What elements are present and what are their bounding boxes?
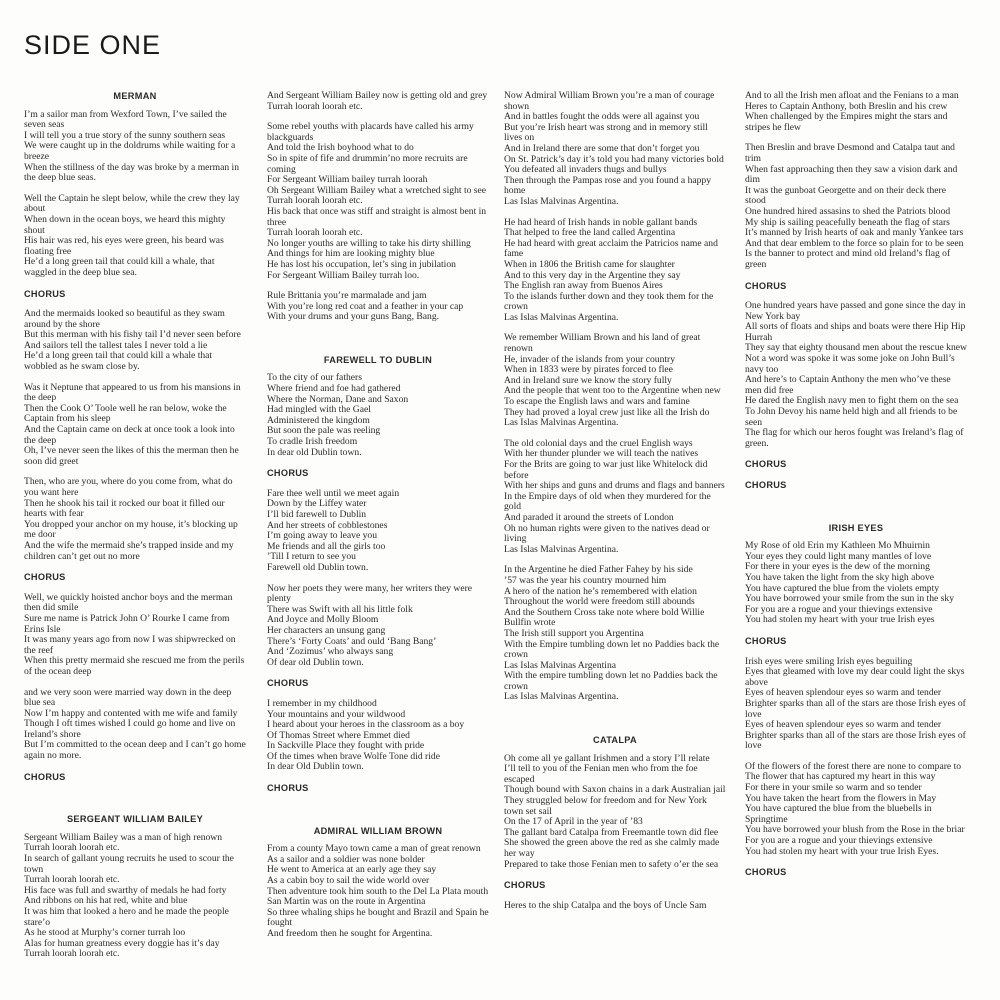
lyric-line: Though bound with Saxon chains in a dark Australian jail (504, 784, 726, 796)
lyric-line: When in 1806 the British came for slaughter (504, 258, 675, 270)
song-title: CATALPA (593, 735, 637, 746)
page-title: SIDE ONE (24, 30, 162, 60)
lyric-line: Down by the Liffey water (267, 498, 367, 510)
lyric-line: His back that once was stiff and straight is almost bent in three (267, 205, 487, 228)
lyric-line: You dropped your anchor on my house, it’s blocking up me door (24, 518, 238, 541)
verse (267, 91, 489, 112)
lyric-line: The English ran away from Buenos Aires (504, 280, 663, 292)
lyric-line: All sorts of floats and ships and boats were there Hip Hip Hurrah (745, 321, 966, 343)
song-title: IRISH EYES (828, 522, 884, 533)
lyric-line: And Sergeant William Bailey now is getting old and grey (267, 90, 488, 101)
verse (24, 688, 246, 762)
lyric-line: ’57 was the year his country mourned him (504, 574, 667, 586)
lyric-line: Well, we quickly hoisted anchor boys and the merman then did smile (24, 591, 233, 614)
verse (745, 91, 967, 133)
song-irish-eyes (745, 523, 967, 878)
column-4 (745, 91, 967, 888)
lyric-line: Then through the Pampas rose and you found a happy home (504, 174, 712, 197)
lyric-line: There’s ‘Forty Coats’ and ould ‘Bang Bang’ (267, 635, 437, 647)
lyric-line: But you’re Irish heart was strong and in memory still lives on (504, 121, 708, 144)
chorus-label: CHORUS (745, 459, 787, 470)
lyric-line: Heres to Captain Anthony, both Breslin and his crew (745, 100, 948, 112)
lyric-line: You have captured the blue from the violets empty (745, 582, 940, 594)
lyric-line: I’m a sailor man from Wexford Town, I’ve sailed the seven seas (24, 108, 227, 131)
verse (504, 439, 726, 556)
song-continuation (504, 91, 726, 703)
lyric-line: Sergeant William Bailey was a man of high renown (24, 831, 223, 843)
verse (745, 301, 967, 449)
lyric-line: Brighter sparks than all of the stars are those Irish eyes of love (745, 729, 966, 752)
verse (24, 110, 246, 184)
lyric-line: And freedom then he sought for Argentina. (267, 928, 433, 939)
lyric-line: So in spite of fife and drummin’no more recruits are coming (267, 152, 468, 175)
lyric-line: When the stillness of the day was broke by a merman in the deep blue seas. (24, 161, 240, 184)
lyric-line: When challenged by the Empires might the stars and stripes he flew (745, 111, 948, 133)
verse (504, 901, 726, 912)
lyric-line: My Rose of old Erin my Kathleen Mo Mhuirnin (745, 540, 930, 552)
lyric-line: And paraded it around the streets of London (504, 511, 674, 523)
lyric-line: From a county Mayo town came a man of great renown (267, 843, 481, 855)
lyric-line: It was the gunboat Georgette and on their deck there stood (745, 184, 946, 207)
lyric-line: Heres to the ship Catalpa and the boys of Uncle Sam (504, 899, 707, 911)
lyric-line: As he stood at Murphy’s corner turrah loo (24, 927, 186, 939)
verse (267, 489, 489, 574)
lyric-line: And her streets of cobblestones (267, 519, 388, 531)
lyric-line: And ‘Zozimus’ who always sang (267, 646, 394, 658)
lyric-line: To cradle Irish freedom (267, 436, 358, 448)
lyric-line: You have taken the light from the sky high above (745, 571, 935, 583)
lyric-line: For you are a rogue and your thievings extensive (745, 835, 933, 847)
song-sergeant-william-bailey (24, 814, 246, 960)
lyric-line: We were caught up in the doldrums while waiting for a breeze (24, 140, 236, 162)
lyric-line: The old colonial days and the cruel English ways (504, 437, 693, 449)
lyric-line: You had stolen my heart with your true Irish eyes (745, 614, 935, 626)
chorus-label: CHORUS (24, 771, 66, 782)
verse (504, 333, 726, 428)
lyric-line: Eyes of heaven splendour eyes so warm and tender (745, 719, 942, 731)
lyric-line: He had heard with great acclaim the Patricios name and fame (504, 237, 718, 260)
lyric-line: Then he shook his tail it rocked our boat it filled our hearts with fear (24, 497, 225, 520)
lyric-line: And ribbons on his hat red, white and blue (24, 895, 188, 907)
lyric-line: Las Islas Malvinas Argentina. (504, 417, 619, 429)
chorus-label: CHORUS (745, 280, 787, 291)
lyric-line: It was many years ago from now I was shipwrecked on the reef (24, 634, 236, 656)
lyric-line: Then the Cook O’ Toole well he ran below, woke the Captain from his sleep (24, 402, 227, 425)
lyric-line: Throughout the world were freedom still abounds (504, 596, 695, 608)
chorus-label: CHORUS (745, 480, 787, 490)
lyric-line: Farewell old Dublin town. (267, 561, 369, 573)
song-catalpa (504, 735, 726, 911)
lyric-line: Her characters an unsung gang (267, 624, 386, 636)
lyric-line: Though I oft times wished I could go home and live on Ireland’s shore (24, 718, 236, 740)
lyric-line: They say that eighty thousand men about the rescue knew (745, 342, 967, 354)
lyric-line: To escape the English laws and wars and famine (504, 396, 690, 408)
lyric-line: That helped to free the land called Argentina (504, 227, 676, 239)
lyric-line: Oh, I’ve never seen the likes of this the merman then he soon did greet (24, 445, 239, 467)
lyric-line: And the mermaids looked so beautiful as they swam around by the shore (24, 308, 225, 330)
lyric-line: Las Islas Malvinas Argentina. (504, 195, 619, 207)
lyric-line: Now Admiral William Brown you’re a man of courage shown (504, 90, 715, 112)
lyric-line: Then Breslin and brave Desmond and Catalpa taut and trim (745, 142, 955, 164)
lyric-line: Of the flowers of the forest there are none to compare to (745, 760, 962, 772)
verse (504, 218, 726, 324)
lyric-line: One hundred years have passed and gone since the day in New York bay (745, 300, 966, 322)
lyric-line: Of Thomas Street where Emmet died (267, 729, 410, 741)
lyric-line: As a sailor and a soldier was none bolder (267, 853, 425, 865)
song-title: ADMIRAL WILLIAM BROWN (313, 825, 443, 836)
lyric-line: And told the Irish boyhood what to do (267, 142, 414, 154)
lyric-line: When in 1833 were by pirates forced to flee (504, 364, 673, 376)
lyric-line: He has lost his occupation, let’s sing in jubilation (267, 258, 456, 270)
lyric-line: For you are a rogue and your thievings extensive (745, 603, 933, 615)
lyric-line: With her thunder plunder we will teach the natives (504, 448, 699, 460)
verse (24, 309, 246, 373)
lyric-line: My ship is sailing peacefully beneath the flag of stars (745, 216, 950, 228)
lyric-line: And the Captain came on deck at once took a look into the deep (24, 424, 235, 446)
lyric-line: With you’re long red coat and a feather in your cap (267, 300, 464, 312)
lyric-line: Turrah loorah loorah etc. (24, 842, 120, 854)
lyric-line: For Sergeant William Bailey turrah loo. (267, 269, 420, 281)
lyric-line: But I’m committed to the ocean deep and I can’t go home again no more. (24, 739, 246, 762)
lyric-line: Not a word was spoke it was some joke on John Bull’s navy too (745, 353, 955, 375)
verse (24, 194, 246, 279)
lyric-line: With her ships and guns and drums and flags and banners (504, 480, 725, 492)
lyric-line: Turrah loorah loorah etc. (24, 948, 120, 960)
lyric-line: He’d a long green tail that could kill a whale that wobbled as he swam close by. (24, 350, 213, 373)
lyric-line: And things for him are looking mighty blue (267, 248, 435, 260)
lyric-line: It’s manned by Irish hearts of oak and manly Yankee tars (745, 227, 964, 239)
lyric-line: In dear old Dublin town. (267, 446, 362, 458)
lyric-line: I’ll bid farewell to Dublin (267, 509, 367, 520)
lyric-line: They struggled below for freedom and for New York town set sail (504, 795, 707, 817)
lyric-line: Turrah loorah loorah etc. (267, 227, 363, 239)
lyric-line: In dear Old Dublin town. (267, 761, 364, 773)
lyric-line: We remember William Brown and his land of great renown (504, 332, 701, 355)
chorus-label: CHORUS (267, 678, 309, 689)
lyric-line: And in Ireland there are some that don’t forget you (504, 142, 700, 154)
lyric-line: He’d a long green tail that could kill a whale, that waggled in the deep blue sea. (24, 256, 215, 278)
section-spacer (504, 713, 726, 735)
lyric-line: Oh come all ye gallant Irishmen and a story I’ll relate (504, 752, 710, 764)
lyric-line: His hair was red, his eyes were green, his beard was floating free (24, 235, 224, 257)
section-spacer (24, 792, 246, 814)
lyric-line: With the empire tumbling down let no Paddies back the crown (504, 670, 718, 692)
song-merman (24, 91, 246, 782)
verse (267, 122, 489, 281)
lyric-line: Las Islas Malvinas Argentina. (504, 543, 619, 555)
lyric-line: Of dear old Dublin town. (267, 656, 364, 668)
lyric-line: To the islands further down and they took them for the crown (504, 290, 714, 313)
lyric-line: The flag for which our heros fought was Ireland’s flag of green. (745, 427, 964, 449)
lyric-line: Where the Norman, Dane and Saxon (267, 393, 409, 405)
column-1 (24, 91, 246, 970)
lyric-line: And sailors tell the tallest tales I never told a lie (24, 339, 208, 351)
lyric-line: Your mountains and your wildwood (267, 708, 406, 720)
lyric-line: But this merman with his fishy tail I’d never seen before (24, 329, 241, 341)
verse (745, 541, 967, 626)
lyric-line: He, invader of the islands from your country (504, 353, 676, 365)
lyric-line: And that dear emblem to the force so plain for to be seen (745, 237, 964, 249)
song-title: SERGEANT WILLIAM BAILEY (66, 814, 204, 825)
lyric-line: The Irish still support you Argentina (504, 627, 644, 639)
section-spacer (267, 333, 489, 355)
lyric-line: Turrah loorah loorah etc. (267, 100, 363, 112)
lyric-line: To the city of our fathers (267, 372, 362, 384)
lyric-line: But soon the pale was reeling (267, 425, 381, 437)
lyric-line: Was it Neptune that appeared to us from his mansions in the deep (24, 381, 241, 404)
lyric-line: Well the Captain he slept below, while the crew they lay about (24, 192, 240, 215)
lyric-line: The gallant bard Catalpa from Freemantle town did flee (504, 826, 719, 838)
lyric-line: I’ll tell to you of the Fenian men who from the foe escaped (504, 763, 698, 785)
chorus-label: CHORUS (24, 288, 66, 299)
lyric-line: Oh no human rights were given to the natives dead or living (504, 522, 710, 545)
lyric-line: You had stolen my heart with your true Irish Eyes. (745, 845, 939, 857)
verse (504, 91, 726, 208)
song-title: FAREWELL TO DUBLIN (323, 354, 433, 365)
lyric-line: Turrah loorah loorah etc. (267, 195, 363, 207)
lyric-line: Then, who are you, where do you come from, what do you want here (24, 476, 233, 498)
chorus-label: CHORUS (267, 783, 309, 794)
lyric-line: And to this very day in the Argentine they say (504, 269, 681, 281)
verse (504, 565, 726, 703)
lyric-line: I remember in my childhood (267, 697, 377, 709)
lyric-line: When down in the ocean boys, we heard this mighty shout (24, 213, 226, 236)
lyric-line: To John Devoy his name held high and all friends to be seen (745, 406, 958, 428)
lyric-line: Irish eyes were smiling Irish eyes beguiling (745, 655, 913, 667)
lyric-line: And the wife the mermaid she’s trapped inside and my children can’t get out no more (24, 539, 234, 562)
section-spacer (267, 804, 489, 826)
verse (267, 373, 489, 458)
lyric-line: In Sackville Place they fought with pride (267, 740, 425, 752)
lyric-line: For the Brits are going to war just like Whitelock did before (504, 459, 708, 481)
lyric-line: No longer youths are willing to take his dirty shilling (267, 237, 471, 249)
lyric-line: Eyes that gleamed with love my dear could light the skys above (745, 666, 965, 688)
lyric-line: Fare thee well until we meet again (267, 487, 400, 499)
song-admiral-william-brown (267, 826, 489, 940)
song-farewell-to-dublin (267, 355, 489, 794)
lyric-line: Oh Sergeant William Bailey what a wretched sight to see (267, 184, 487, 196)
verse (745, 762, 967, 857)
lyric-line: Now I’m happy and contented with me wife and family (24, 707, 238, 719)
chorus-label: CHORUS (745, 635, 787, 646)
lyric-line: And the Southern Cross take note where bold Willie Bullfin wrote (504, 606, 705, 629)
lyric-line: He went to America at an early age they say (267, 864, 437, 876)
lyric-line: For there in your smile so warm and so tender (745, 782, 922, 794)
lyric-line: Brighter sparks than all of the stars are those Irish eyes of love (745, 697, 966, 720)
lyric-line: And Joyce and Molly Bloom (267, 614, 379, 626)
chorus-label: CHORUS (267, 468, 309, 479)
lyric-line: As a cabin boy to sail the wide world over (267, 875, 430, 887)
lyric-line: and we very soon were married way down in the deep blue sea (24, 686, 232, 709)
lyric-line: Las Islas Malvinas Argentina (504, 659, 616, 671)
lyric-line: He had heard of Irish hands in noble gallant bands (504, 216, 698, 228)
lyric-line: So three whaling ships he bought and Brazil and Spain he fought (267, 906, 489, 929)
chorus-label: CHORUS (745, 867, 787, 878)
lyric-line: On St. Patrick’s day it’s told you had many victories bold (504, 153, 724, 165)
verse (267, 584, 489, 669)
lyric-line: Alas for human greatness every doggie has it’s day (24, 937, 220, 949)
verse (24, 833, 246, 960)
lyric-line: And the people that went too to the Argentine when new (504, 385, 721, 397)
lyric-line: Then adventure took him south to the Del La Plata mouth (267, 885, 489, 897)
lyric-line: ’Till I return to see you (267, 551, 356, 563)
lyric-line: I will tell you a true story of the sunny southern seas (24, 129, 226, 141)
lyric-line: And to all the Irish men afloat and the Fenians to a man (745, 90, 959, 101)
lyric-line: Now her poets they were many, her writers they were plenty (267, 582, 473, 605)
lyric-line: She showed the green above the red as she calmly made her way (504, 837, 720, 859)
lyric-line: Administered the kingdom (267, 414, 370, 426)
lyric-line: It was him that looked a hero and he made the people stare’o (24, 906, 229, 928)
song-continuation (745, 91, 967, 491)
chorus-label: CHORUS (24, 572, 66, 583)
verse (267, 291, 489, 323)
lyric-line: A hero of the nation he’s remembered with elation (504, 585, 697, 597)
lyric-line: In the Argentine he died Father Fahey by his side (504, 564, 693, 576)
lyric-line: You defeated all invaders thugs and bullys (504, 164, 667, 176)
lyric-line: And here’s to Captain Anthony the men who’ve these men did free (745, 374, 951, 396)
lyric-line: With your drums and your guns Bang, Bang. (267, 311, 440, 323)
lyric-line: Is the banner to protect and mind old Ireland’s flag of green (745, 248, 951, 270)
lyric-line: There was Swift with all his little folk (267, 603, 413, 615)
lyric-line: San Martin was on the route in Argentina (267, 896, 426, 908)
lyric-line: In the Empire days of old when they murdered for the gold (504, 490, 711, 513)
lyric-line: You have borrowed your smile from the sun in the sky (745, 593, 954, 605)
lyric-line: Turrah loorah loorah etc. (24, 874, 120, 886)
verse (745, 143, 967, 270)
lyric-line: Some rebel youths with placards have called his army blackguards (267, 121, 474, 143)
verse (24, 477, 246, 562)
lyric-line: They had proved a loyal crew just like all the Irish do (504, 406, 710, 418)
section-spacer (745, 501, 967, 523)
lyric-line: Had mingled with the Gael (267, 404, 371, 416)
lyric-line: Where friend and foe had gathered (267, 383, 401, 395)
lyric-line: One hundred hired assasins to shed the Patriots blood (745, 205, 951, 217)
lyric-line: Prepared to take those Fenian men to safety o’er the sea (504, 858, 719, 870)
lyric-line: The flower that has captured my heart in this way (745, 771, 936, 783)
verse (24, 593, 246, 678)
lyric-line: I heard about your heroes in the classroom as a boy (267, 719, 465, 731)
lyric-line: Your eyes they could light many mantles of love (745, 550, 932, 562)
lyric-line: And in battles fought the odds were all against you (504, 111, 700, 123)
lyric-line: Rule Brittania you’re marmalade and jam (267, 290, 427, 302)
verse (267, 699, 489, 773)
lyric-line: Sure me name is Patrick John O’ Rourke I came from Erins Isle (24, 612, 230, 635)
lyric-line: When fast approaching then they saw a vision dark and dim (745, 163, 958, 186)
verse (504, 754, 726, 871)
lyric-line: Las Islas Malvinas Argentina. (504, 311, 619, 323)
chorus-label: CHORUS (504, 880, 546, 891)
lyric-line: Me friends and all the girls too (267, 540, 386, 552)
lyric-line: When this pretty mermaid she rescued me from the perils of the ocean deep (24, 655, 245, 677)
column-3 (504, 91, 726, 921)
lyric-line: Las Islas Malvinas Argentina. (504, 691, 619, 703)
lyric-line: You have captured the blue from the bluebells in Springtime (745, 803, 932, 825)
verse (745, 657, 967, 752)
column-2 (267, 91, 489, 950)
verse (267, 844, 489, 939)
lyric-line: For there in your eyes is the dew of the morning (745, 561, 930, 573)
song-continuation (267, 91, 489, 323)
lyric-line: You have borrowed your blush from the Rose in the briar (745, 824, 965, 836)
lyric-line: You have taken the heart from the flowers in May (745, 792, 937, 804)
lyric-line: His face was full and swarthy of medals he had forty (24, 884, 227, 896)
lyric-line: He dared the English navy men to fight them on the sea (745, 395, 959, 407)
lyric-line: With the Empire tumbling down let no Paddies back the crown (504, 638, 720, 661)
verse (24, 383, 246, 468)
lyric-line: In search of gallant young recruits he used to scour the town (24, 853, 234, 875)
lyric-line: On the 17 of April in the year of ’83 (504, 816, 643, 828)
lyric-line: Eyes of heaven splendour eyes so warm and tender (745, 687, 942, 699)
lyric-line: I’m going away to leave you (267, 530, 378, 542)
song-title: MERMAN (113, 91, 157, 101)
lyric-line: For Sergeant William bailey turrah loorah (267, 174, 428, 186)
lyric-line: And in Ireland sure we know the story fully (504, 374, 672, 386)
lyric-line: Of the times when brave Wolfe Tone did ride (267, 750, 440, 762)
